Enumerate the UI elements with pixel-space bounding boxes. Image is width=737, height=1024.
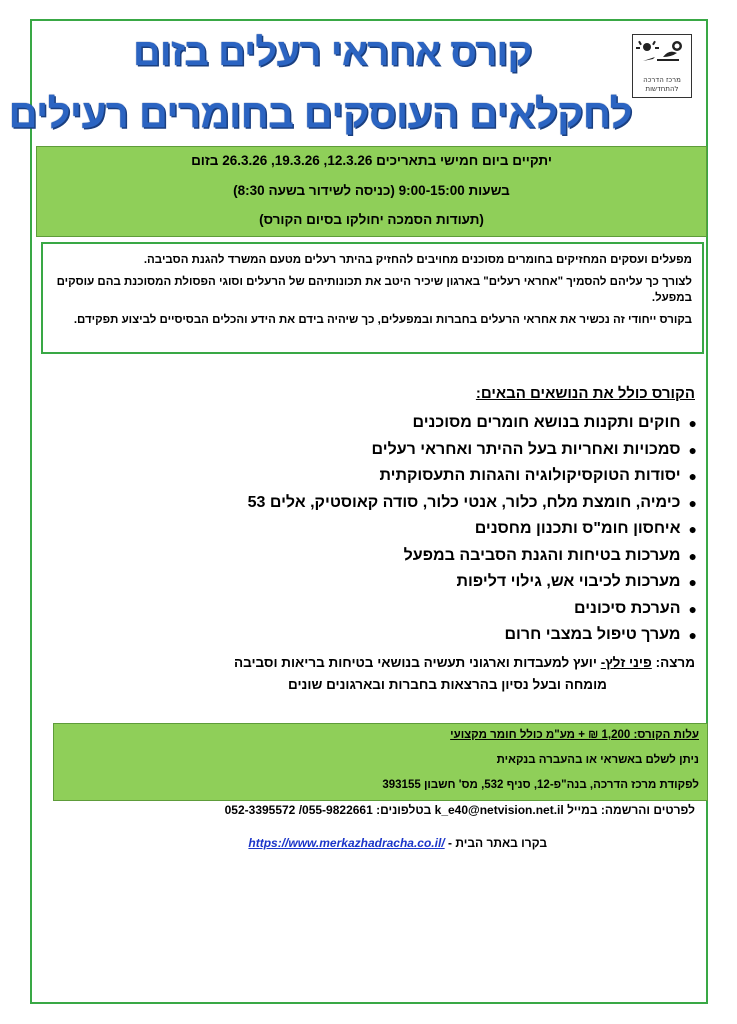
title-line-1: קורס אחראי רעלים בזום — [133, 32, 532, 74]
topic-item — [137, 490, 697, 517]
topic-item — [137, 410, 697, 437]
bullet-icon: ● — [688, 627, 697, 644]
topic-item — [137, 437, 697, 464]
topic-text: מערכות לכיבוי אש, גילוי דליפות — [456, 573, 681, 591]
schedule-band — [36, 146, 707, 237]
topic-item — [137, 543, 697, 570]
intro-paragraph-1: מפעלים ועסקים המחזיקים בחומרים מסוכנים מחויבים להחזיק בהיתר רעלים מטעם המשרד להגנת הסביבה. — [143, 254, 692, 266]
topic-text: איחסון חומ"ס ותכנון מחסנים — [474, 520, 681, 538]
website-label: בקרו באתר הבית - — [448, 836, 547, 850]
website-link[interactable]: https://www.merkazhadracha.co.il/ — [248, 836, 445, 850]
topic-item — [137, 569, 697, 596]
bullet-icon: ● — [688, 521, 697, 538]
organization-logo — [632, 34, 692, 98]
logo-caption-line-1: מרכז הדרכה — [643, 76, 681, 84]
intro-paragraph-3: בקורס ייחודי זה נכשיר את אחראי הרעלים בחברות ובמפעלים, כך שיהיה בידם את הידע והכלים הבסיסיים לביצוע תפקידם. — [73, 314, 692, 326]
bullet-icon: ● — [688, 574, 697, 591]
topic-text: הערכת סיכונים — [574, 599, 681, 617]
schedule-certificate: (תעודות הסמכה יחולקו בסיום הקורס) — [259, 212, 484, 227]
topic-text: מערך טיפול במצבי חרום — [504, 626, 681, 644]
bullet-icon: ● — [688, 600, 697, 617]
topic-list — [137, 410, 697, 649]
topic-item — [137, 516, 697, 543]
cost-payment: ניתן לשלם באשראי או בהעברה בנקאית — [496, 754, 699, 766]
lecturer-description-2: מומחה ובעל נסיון בהרצאות בחברות ובארגונים שונים — [288, 677, 607, 692]
lecturer-description: יועץ למעבדות וארגוני תעשיה בנושאי בטיחות בריאות וסביבה — [233, 655, 597, 670]
title-line-2: לחקלאים העוסקים בחומרים רעילים — [8, 92, 632, 136]
topic-text: סמכויות ואחריות בעל ההיתר ואחראי רעלים — [371, 440, 681, 458]
topic-text: מערכות בטיחות והגנת הסביבה במפעל — [403, 546, 681, 564]
intro-box — [41, 242, 704, 354]
logo-caption-line-2: להתחדשות — [645, 85, 679, 93]
topic-item — [137, 596, 697, 623]
bullet-icon: ● — [688, 441, 697, 458]
schedule-hours: בשעות 9:00-15:00 (כניסה לשידור בשעה 8:30) — [233, 183, 510, 198]
intro-paragraph-2: לצורך כך עליהם להסמיך "אחראי רעלים" בארגון שיכיר היטב את תכונותיהם של הרעלים וסוגי הפסולת המסוכנת בהם עוסקים במפעל. — [56, 276, 692, 304]
bullet-icon: ● — [688, 547, 697, 564]
website-line — [248, 836, 547, 850]
cost-bank-details: לפקודת מרכז הדרכה, בנה"פ-12, סניף 532, מס' חשבון 393155 — [382, 779, 699, 791]
logo-caption — [633, 76, 691, 94]
contact-info: לפרטים והרשמה: במייל k_e40@netvision.net.il בטלפונים: 055-9822661/ 052-3395572 — [224, 803, 695, 817]
cost-box — [53, 723, 708, 801]
topics-heading: הקורס כולל את הנושאים הבאים: — [475, 385, 695, 402]
topic-text: יסודות הטוקסיקולוגיה והגהות התעסוקתית — [379, 467, 681, 485]
bullet-icon: ● — [688, 415, 697, 432]
logo-graphic-icon — [633, 35, 690, 75]
cost-price: עלות הקורס: 1,200 ₪ + מע"מ כולל חומר מקצועי — [450, 729, 699, 741]
topic-text: כימיה, חומצת מלח, כלור, אנטי כלור, סודה קאוסטיק, אלים 53 — [247, 493, 681, 511]
lecturer-name: פיני זלץ- — [600, 655, 652, 670]
topic-item — [137, 622, 697, 649]
topic-item — [137, 463, 697, 490]
topic-text: חוקים ותקנות בנושא חומרים מסוכנים — [412, 414, 681, 432]
lecturer-label: מרצה: — [655, 655, 695, 670]
bullet-icon: ● — [688, 494, 697, 511]
schedule-dates: יתקיים ביום חמישי בתאריכים 12.3.26, 19.3.26, 26.3.26 בזום — [191, 153, 552, 168]
bullet-icon: ● — [688, 468, 697, 485]
lecturer-line — [75, 651, 695, 675]
